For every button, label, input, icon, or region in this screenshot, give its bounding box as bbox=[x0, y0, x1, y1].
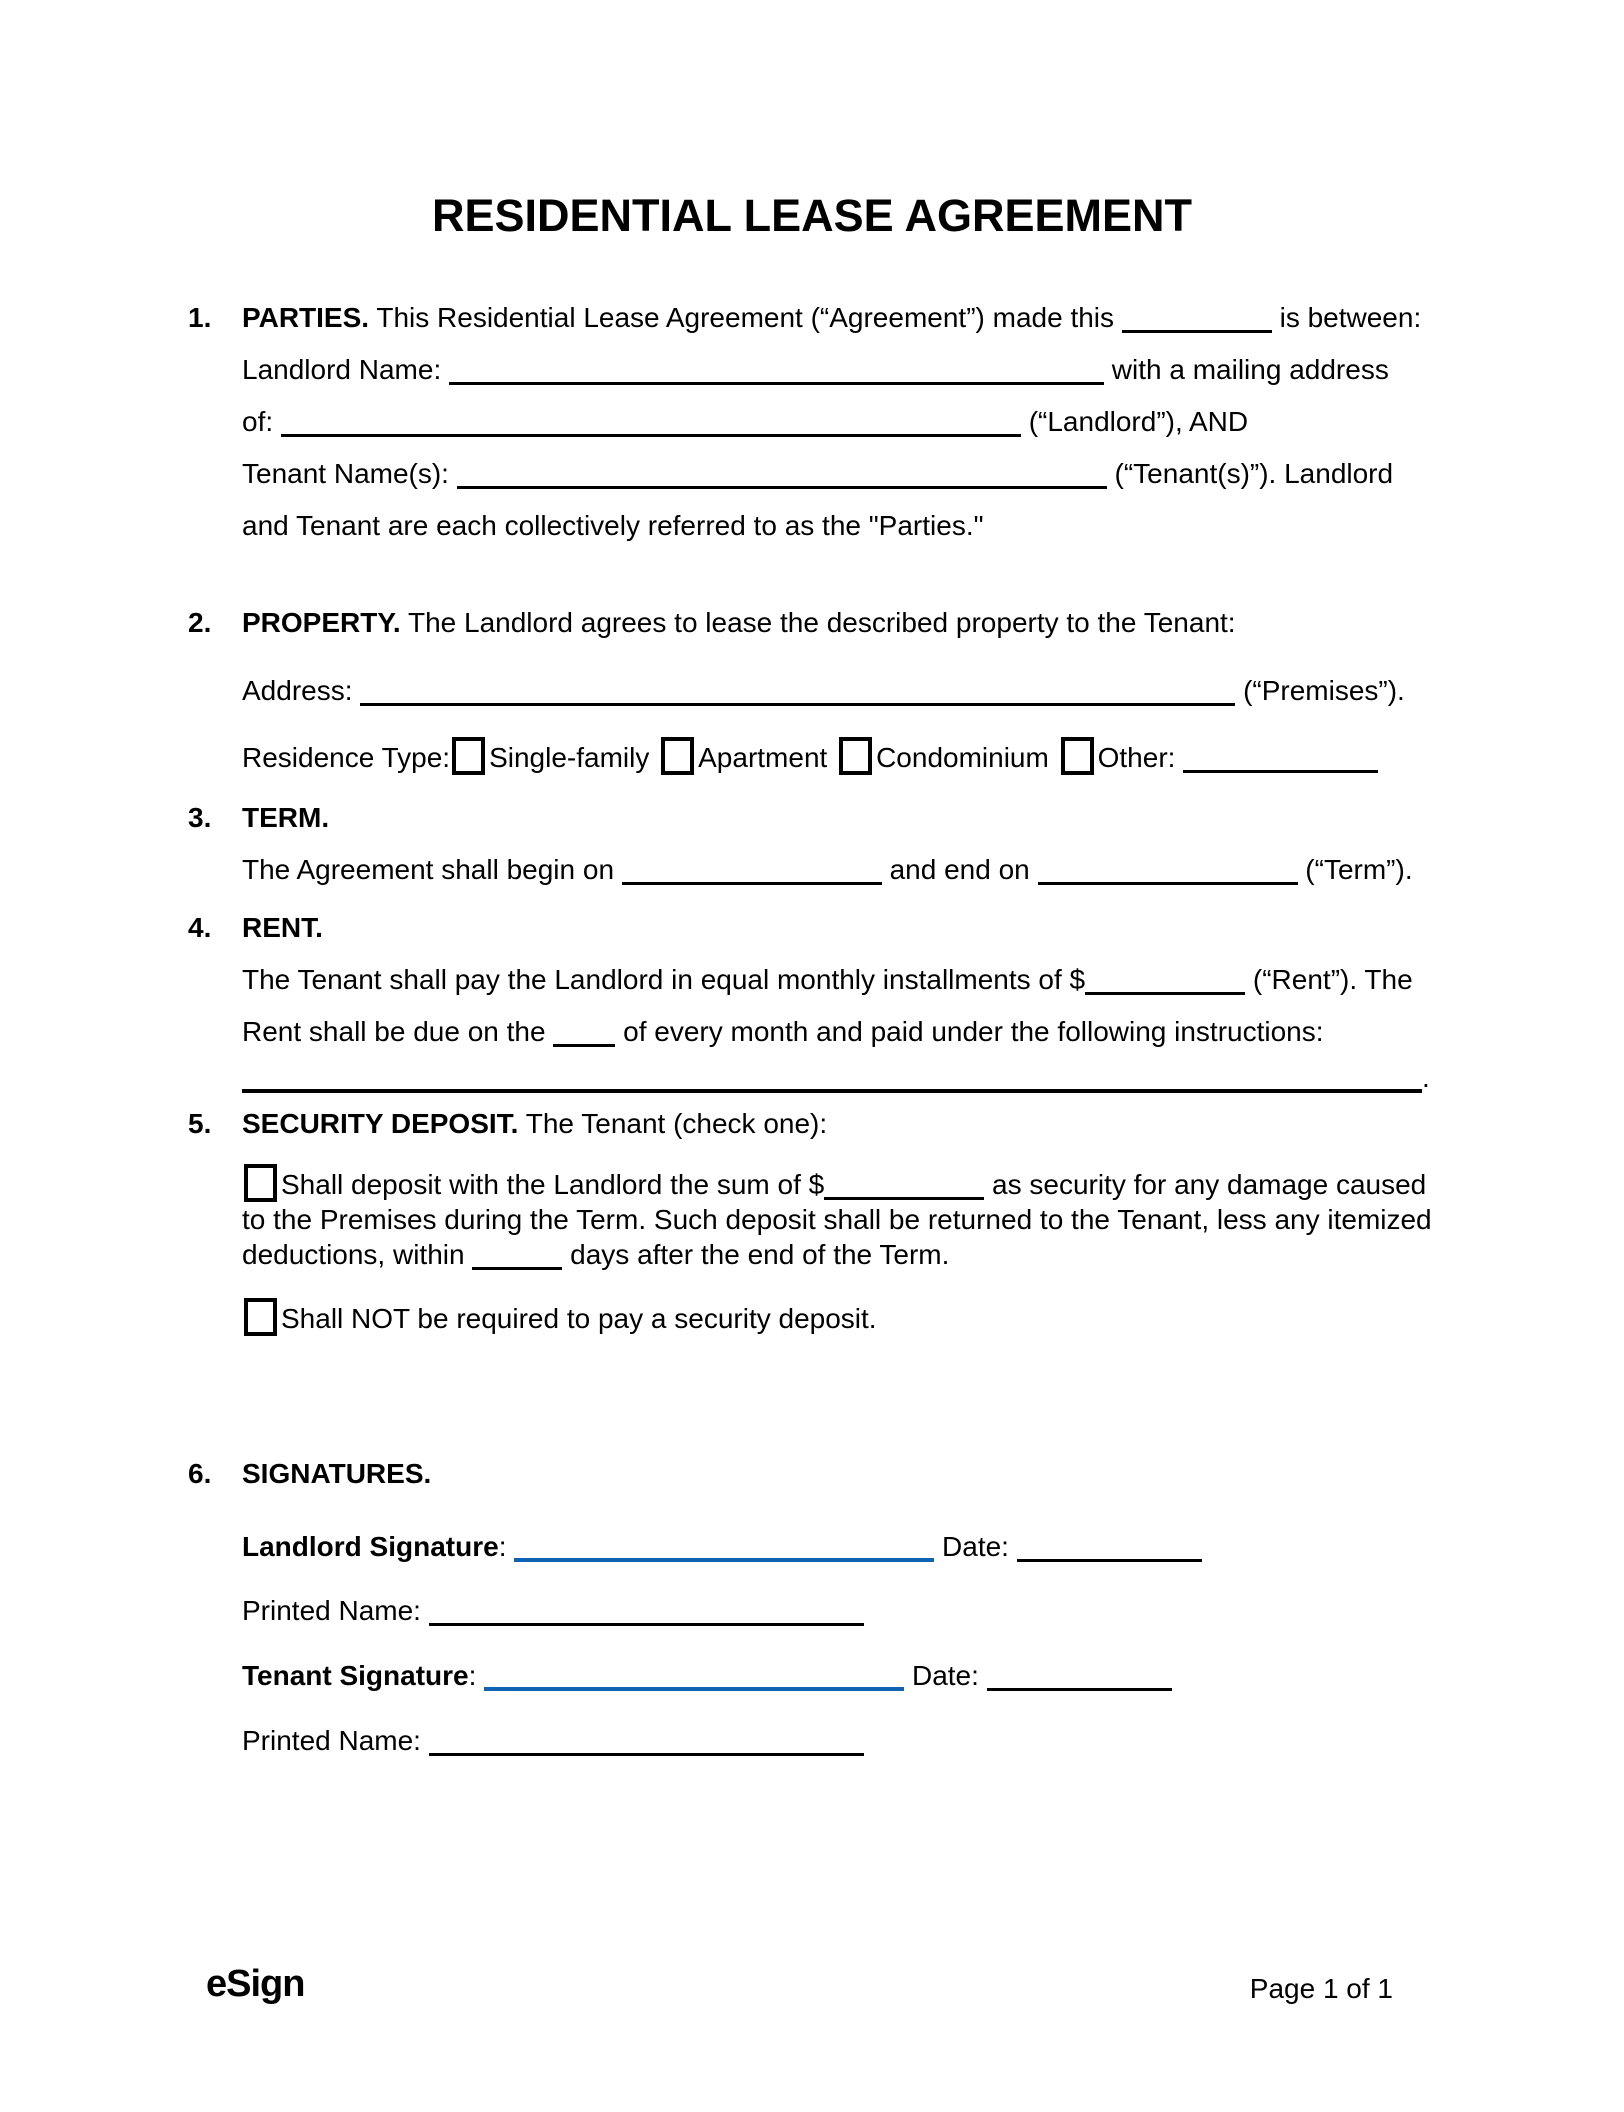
section-term bbox=[188, 792, 1444, 896]
section-rent bbox=[188, 902, 1444, 1098]
label-colon: : bbox=[498, 1531, 507, 1562]
page-title: RESIDENTIAL LEASE AGREEMENT bbox=[431, 190, 1193, 241]
agreement-date-blank[interactable] bbox=[1122, 302, 1272, 333]
security-text: as security for any damage caused to the Premises during the Term. Such deposit shall be returned to the Tenant, less any itemized deductions, within bbox=[242, 1169, 1432, 1270]
property-text: (“Premises”). bbox=[1243, 675, 1405, 706]
parties-text: and Tenant are each collectively referred to as the "Parties." bbox=[242, 510, 984, 541]
landlord-signature-label: Landlord Signature bbox=[242, 1531, 499, 1562]
tenant-signature-line bbox=[242, 1650, 1444, 1702]
property-text: The Landlord agrees to lease the described property to the Tenant: bbox=[407, 607, 1236, 638]
landlord-signature-field[interactable] bbox=[514, 1530, 934, 1562]
other-residence-blank[interactable] bbox=[1183, 742, 1378, 773]
deposit-required-option bbox=[242, 1164, 1444, 1272]
security-text: days after the end of the Term. bbox=[570, 1239, 950, 1270]
tenant-printed-name-line bbox=[242, 1715, 1444, 1767]
tenant-signature-field[interactable] bbox=[484, 1659, 904, 1691]
checkbox-other[interactable] bbox=[1061, 737, 1094, 775]
rent-heading-line bbox=[242, 902, 1444, 954]
option-label: Single-family bbox=[489, 742, 650, 773]
rent-text: Rent shall be due on the bbox=[242, 1016, 546, 1047]
security-text: The Tenant (check one): bbox=[525, 1108, 828, 1139]
rent-text: (“Rent”). The bbox=[1252, 964, 1413, 995]
printed-name-label: Printed Name: bbox=[242, 1725, 421, 1756]
landlord-printed-name-blank[interactable] bbox=[429, 1595, 864, 1626]
term-text: and end on bbox=[889, 854, 1030, 885]
tenant-sign-date-blank[interactable] bbox=[987, 1660, 1172, 1691]
rent-due-day-blank[interactable] bbox=[553, 1016, 615, 1047]
security-text: Shall NOT be required to pay a security deposit. bbox=[281, 1303, 877, 1334]
option-label: Condominium bbox=[876, 742, 1049, 773]
mailing-address-label: of: bbox=[242, 406, 274, 437]
parties-text: with a mailing address bbox=[1111, 354, 1389, 385]
option-label: Other: bbox=[1097, 742, 1176, 773]
residence-type-label: Residence Type: bbox=[242, 742, 451, 773]
section-number: 5. bbox=[188, 1108, 212, 1139]
landlord-signature-line bbox=[242, 1521, 1444, 1573]
term-text: The Agreement shall begin on bbox=[242, 854, 615, 885]
parties-line-2 bbox=[242, 344, 1444, 396]
term-heading-line bbox=[242, 792, 1444, 844]
payment-instructions-blank[interactable] bbox=[242, 1061, 1422, 1093]
section-heading: SIGNATURES. bbox=[242, 1458, 432, 1489]
landlord-printed-name-line bbox=[242, 1585, 1444, 1637]
residence-type-line bbox=[242, 732, 1444, 784]
landlord-name-blank[interactable] bbox=[449, 354, 1104, 385]
section-number: 3. bbox=[188, 802, 212, 833]
tenant-printed-name-blank[interactable] bbox=[429, 1725, 864, 1756]
rent-text: . bbox=[1422, 1062, 1430, 1093]
section-number: 1. bbox=[188, 302, 212, 333]
landlord-name-label: Landlord Name: bbox=[242, 354, 442, 385]
address-label: Address: bbox=[242, 675, 353, 706]
checkbox-single-family[interactable] bbox=[452, 737, 485, 775]
parties-line-5 bbox=[242, 500, 1444, 552]
checkbox-no-deposit[interactable] bbox=[244, 1298, 277, 1336]
document-body bbox=[188, 292, 1444, 1767]
section-signatures bbox=[188, 1448, 1444, 1767]
label-colon: : bbox=[468, 1660, 477, 1691]
tenant-names-label: Tenant Name(s): bbox=[242, 458, 449, 489]
tenant-names-blank[interactable] bbox=[457, 458, 1107, 489]
parties-text: is between: bbox=[1279, 302, 1422, 333]
property-heading-line bbox=[242, 597, 1444, 649]
premises-address-blank[interactable] bbox=[360, 675, 1235, 706]
signatures-heading-line bbox=[242, 1448, 1444, 1500]
checkbox-apartment[interactable] bbox=[661, 737, 694, 775]
printed-name-label: Printed Name: bbox=[242, 1595, 421, 1626]
parties-line-1 bbox=[242, 292, 1444, 344]
rent-text: of every month and paid under the following instructions: bbox=[623, 1016, 1324, 1047]
date-label: Date: bbox=[942, 1531, 1009, 1562]
landlord-address-blank[interactable] bbox=[281, 406, 1021, 437]
property-address-line bbox=[242, 665, 1444, 717]
date-label: Date: bbox=[911, 1660, 979, 1691]
rent-text: The Tenant shall pay the Landlord in equal monthly installments of $ bbox=[242, 964, 1086, 995]
parties-line-3 bbox=[242, 396, 1444, 448]
no-deposit-option bbox=[242, 1298, 1444, 1336]
section-number: 2. bbox=[188, 607, 212, 638]
section-parties bbox=[188, 292, 1444, 552]
section-property bbox=[188, 597, 1444, 784]
option-label: Apartment bbox=[698, 742, 828, 773]
section-heading: RENT. bbox=[242, 912, 323, 943]
rent-amount-blank[interactable] bbox=[1085, 964, 1245, 995]
payment-instructions-line bbox=[242, 1058, 1444, 1098]
term-end-blank[interactable] bbox=[1038, 854, 1298, 885]
tenant-signature-label: Tenant Signature bbox=[242, 1660, 469, 1691]
page-number: Page 1 of 1 bbox=[1249, 1973, 1393, 2004]
security-heading-line bbox=[242, 1098, 1444, 1150]
parties-line-4 bbox=[242, 448, 1444, 500]
security-text: Shall deposit with the Landlord the sum of $ bbox=[281, 1169, 825, 1200]
section-heading: TERM. bbox=[242, 802, 330, 833]
checkbox-condominium[interactable] bbox=[839, 737, 872, 775]
rent-line-1 bbox=[242, 954, 1444, 1006]
section-heading: PROPERTY. bbox=[242, 607, 401, 638]
checkbox-deposit-required[interactable] bbox=[244, 1164, 277, 1202]
parties-text: (“Tenant(s)”). Landlord bbox=[1114, 458, 1394, 489]
deposit-return-days-blank[interactable] bbox=[472, 1239, 562, 1270]
term-start-blank[interactable] bbox=[622, 854, 882, 885]
section-number: 4. bbox=[188, 912, 212, 943]
landlord-sign-date-blank[interactable] bbox=[1017, 1531, 1202, 1562]
term-dates-line bbox=[242, 844, 1444, 896]
term-text: (“Term”). bbox=[1305, 854, 1413, 885]
section-heading: PARTIES. bbox=[242, 302, 370, 333]
section-heading: SECURITY DEPOSIT. bbox=[242, 1108, 519, 1139]
section-number: 6. bbox=[188, 1458, 212, 1489]
esign-logo: eSign bbox=[206, 1963, 305, 2005]
parties-text: This Residential Lease Agreement (“Agreement”) made this bbox=[376, 302, 1115, 333]
parties-text: (“Landlord”), AND bbox=[1028, 406, 1249, 437]
deposit-amount-blank[interactable] bbox=[824, 1169, 984, 1200]
section-security-deposit bbox=[188, 1098, 1444, 1336]
rent-line-2 bbox=[242, 1006, 1444, 1058]
